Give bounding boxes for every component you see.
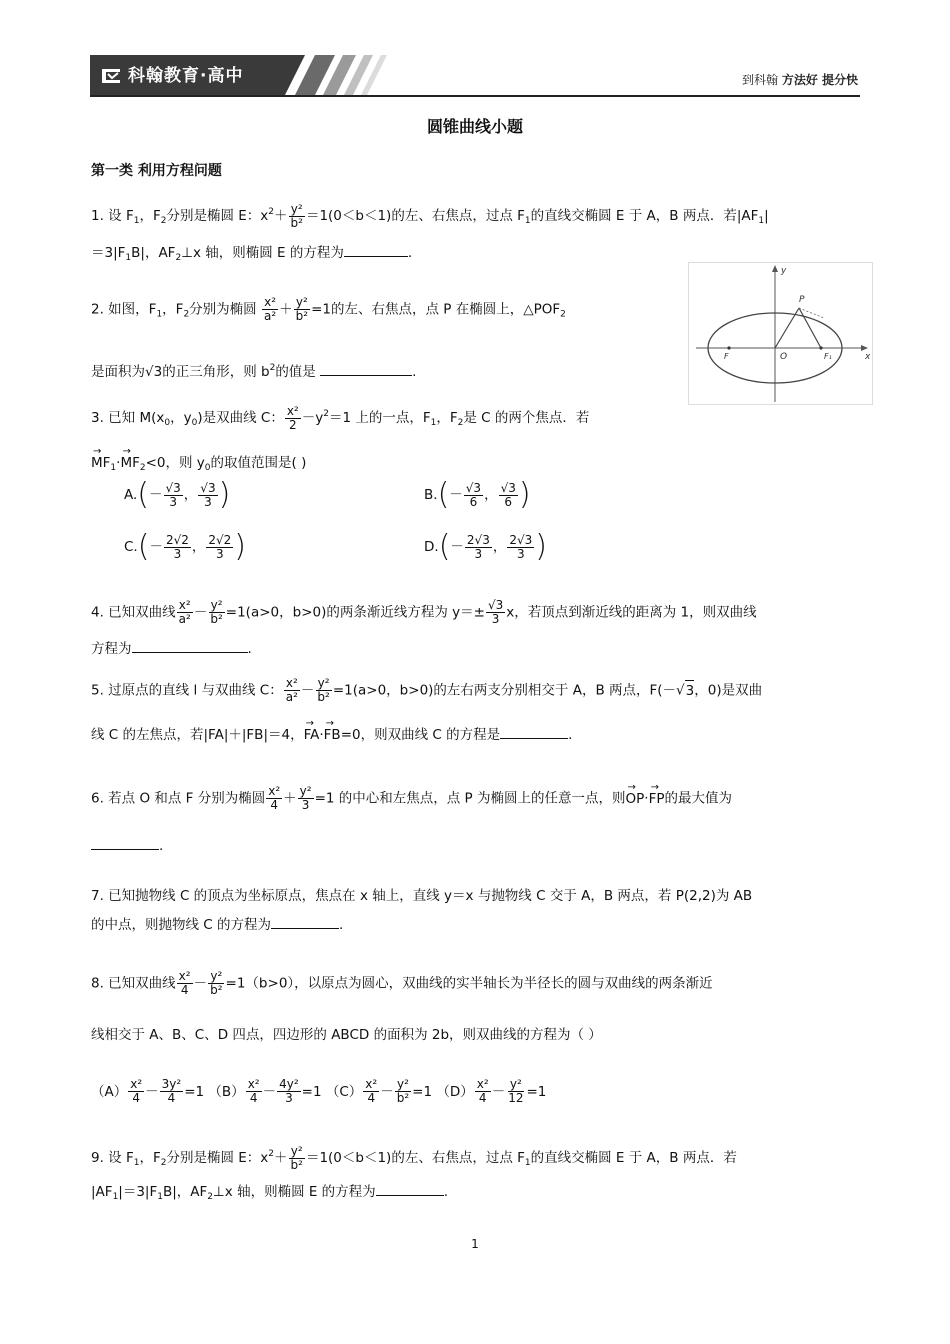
q3-option-b[interactable]: [424, 477, 531, 512]
q3-option-a[interactable]: [124, 477, 231, 512]
fraction: [486, 599, 505, 626]
sub: 1: [125, 253, 132, 263]
vector: → MF: [120, 453, 139, 473]
num: 2√2: [165, 532, 189, 547]
text: 的正三角形，则 b: [162, 364, 270, 380]
q7-line-2: [91, 914, 343, 935]
text: 1. 设 F: [91, 208, 134, 224]
text: －: [449, 487, 463, 503]
answer-blank[interactable]: [271, 914, 339, 929]
answer-blank[interactable]: [91, 835, 159, 850]
den: b²: [290, 1157, 303, 1172]
fraction: [499, 482, 518, 509]
num: x²: [178, 969, 191, 983]
num: y²: [210, 598, 223, 612]
text: =1: [301, 1083, 322, 1100]
den: 12: [508, 1091, 524, 1105]
section-heading: 第一类 利用方程问题: [91, 163, 222, 179]
text: －: [145, 1083, 159, 1100]
fig-label-f: F: [724, 352, 729, 361]
den: 4: [167, 1091, 176, 1105]
text: B|，AF: [162, 1184, 208, 1200]
q8-line-2: [91, 1025, 602, 1045]
den: 3: [301, 798, 310, 812]
q2-line-2: [91, 358, 416, 382]
answer-blank[interactable]: [500, 724, 568, 739]
text: 3. 已知 M(x: [91, 410, 165, 426]
fraction: [246, 1078, 262, 1105]
den: 4: [249, 1091, 258, 1105]
sup: 2: [268, 207, 275, 217]
text: 5. 过原点的直线 l 与双曲线 C：: [91, 682, 283, 699]
q1-line-1: [91, 202, 769, 231]
den: b²: [295, 309, 309, 323]
paren: ): [218, 477, 231, 512]
den: 3: [169, 494, 177, 509]
q8-option-b[interactable]: [208, 1077, 322, 1105]
num: √3: [487, 598, 504, 612]
fig-label-o: O: [780, 352, 788, 362]
num: √3: [500, 480, 516, 495]
text: .: [443, 1184, 448, 1200]
text: x，若顶点到渐近线的距离为 1，则双曲线: [506, 604, 757, 621]
text: 的直线交椭圆 E 于 A，B 两点．若|AF: [530, 208, 759, 224]
sup: 2: [323, 409, 329, 419]
text: －: [262, 1083, 277, 1100]
den: b²: [290, 215, 303, 230]
brand-text: 科翰教育·高中: [128, 66, 244, 86]
option-label: A.: [124, 487, 138, 503]
fraction: [266, 785, 282, 812]
page-number: 1: [471, 1237, 479, 1251]
answer-blank[interactable]: [132, 638, 248, 653]
vector: → OP: [626, 789, 645, 809]
text: |＝3|F: [118, 1184, 158, 1200]
text: ，F: [162, 301, 184, 318]
sub: 2: [183, 309, 190, 320]
q5-line-2: [91, 724, 572, 745]
sup: 2: [268, 1149, 275, 1159]
den: 4: [180, 983, 189, 997]
slogan-part-1: 到科翰: [741, 73, 778, 87]
num: √3: [165, 480, 181, 495]
paren: ): [518, 477, 531, 512]
text: =0，则双曲线 C 的方程是: [340, 727, 501, 743]
text: 线相交于 A、B、C、D 四点，四边形的 ABCD 的面积为 2b，则双曲线的方程为（ ）: [91, 1027, 602, 1043]
sub: 2: [139, 463, 146, 473]
text: －: [149, 539, 163, 555]
num: 2√3: [466, 532, 490, 547]
q8-line-1: [91, 970, 713, 997]
fraction: [289, 1145, 305, 1172]
fraction: [284, 677, 300, 704]
fraction: [315, 677, 331, 704]
option-label: B.: [424, 487, 438, 503]
text: =1: [311, 301, 331, 318]
text: 分别是椭圆 E：x: [166, 208, 269, 224]
fraction: [464, 482, 483, 509]
option-label: D.: [424, 539, 439, 555]
den: b²: [210, 612, 223, 626]
text: －: [380, 1083, 394, 1100]
fraction: [294, 296, 310, 323]
text: ·: [319, 727, 324, 743]
num: 3y²: [161, 1077, 182, 1091]
text: ，F: [436, 410, 458, 426]
den: b²: [210, 983, 223, 997]
brand-name: [100, 61, 243, 86]
fraction: [277, 1078, 301, 1105]
text: 是面积为: [91, 364, 145, 380]
paren: ): [535, 529, 547, 564]
answer-blank[interactable]: [320, 361, 412, 376]
text: 9. 设 F: [91, 1150, 134, 1166]
text: －: [491, 1083, 506, 1100]
q3-line-1: [91, 404, 589, 433]
text: 的最大值为: [664, 790, 732, 807]
fig-label-p: P: [799, 295, 805, 305]
text: ＋: [283, 790, 297, 807]
text: 是 C 的两个焦点．若: [463, 410, 590, 426]
text: )是双曲线 C：: [197, 410, 284, 426]
text: =1(a>0，b>0)的两条渐近线方程为 y＝±: [225, 604, 485, 621]
page-header: [90, 55, 860, 97]
text: －: [193, 604, 208, 621]
fraction: [164, 534, 191, 561]
text: ·: [644, 790, 649, 807]
text: 的取值范围是( ): [210, 455, 307, 471]
num: x²: [264, 295, 277, 309]
paren: (: [137, 529, 150, 564]
den: 3: [516, 546, 525, 561]
q3-option-d[interactable]: [424, 529, 547, 564]
text: 线 C 的左焦点，若|FA|＋|FB|＝4，: [91, 727, 304, 743]
text: =1: [412, 1083, 433, 1100]
q3-line-2: [91, 453, 306, 478]
text: －: [300, 682, 315, 699]
num: x²: [286, 403, 299, 418]
text: ，: [183, 487, 198, 503]
num: y²: [290, 1143, 303, 1158]
text: ＋: [274, 1150, 288, 1166]
fig-label-f1: F₁: [824, 352, 832, 361]
text: 7. 已知抛物线 C 的顶点为坐标原点，焦点在 x 轴上，直线 y＝x 与抛物线 C 交于 A，B 两点，若 P(2,2)为 AB: [91, 888, 753, 904]
text: ，: [492, 539, 507, 555]
q4-line-1: [91, 599, 757, 626]
q8-options: [91, 1078, 546, 1105]
num: y²: [210, 969, 223, 983]
text: =1: [526, 1083, 547, 1100]
den: 2: [288, 417, 297, 432]
q8-option-d[interactable]: [436, 1077, 547, 1105]
den: 4: [367, 1091, 376, 1105]
text: .: [339, 917, 344, 933]
text: .: [247, 641, 252, 657]
sup: 2: [269, 363, 276, 373]
text: 分别是椭圆 E：x: [166, 1150, 269, 1166]
text: 方程为: [91, 641, 132, 657]
text: ＝1(0＜b＜1)的左、右焦点，过点 F: [305, 1150, 525, 1166]
den: 3: [204, 494, 212, 509]
sub: 2: [160, 216, 167, 226]
sub: 1: [157, 1192, 163, 1202]
vector: → MF: [91, 453, 110, 473]
num: 2√3: [509, 532, 533, 547]
text: ⊥x 轴，则椭圆 E 的方程为: [181, 245, 344, 261]
fraction: [262, 296, 278, 323]
text: 的直线交椭圆 E 于 A，B 两点．若: [530, 1150, 737, 1166]
sub: 1: [524, 1158, 531, 1168]
option-label: （D）: [436, 1083, 474, 1100]
den: b²: [317, 690, 330, 704]
q5-line-1: [91, 677, 762, 704]
num: x²: [365, 1077, 378, 1091]
num: y²: [299, 784, 312, 798]
den: 3: [474, 546, 483, 561]
text: .: [568, 727, 573, 743]
text: ，F: [139, 208, 161, 224]
vector: → FP: [649, 789, 665, 809]
den: 4: [478, 1091, 487, 1105]
q6-line-1: [91, 785, 732, 812]
fraction: [177, 599, 193, 626]
text: √3: [145, 364, 163, 380]
den: a²: [263, 309, 277, 323]
q6-line-2: [91, 835, 163, 856]
num: y²: [509, 1077, 522, 1091]
sub: 1: [430, 418, 437, 428]
text: 8. 已知双曲线: [91, 975, 176, 992]
sub: 2: [175, 253, 182, 263]
den: 3: [491, 612, 500, 626]
text: ，y: [170, 410, 192, 426]
num: 2√2: [208, 532, 232, 547]
fraction: [208, 970, 224, 997]
fraction: [298, 785, 314, 812]
den: 6: [469, 494, 478, 509]
text: －: [149, 487, 163, 503]
brand-logo-icon: [100, 67, 122, 85]
sub: 0: [204, 463, 211, 473]
fraction: [164, 482, 183, 509]
num: y²: [290, 201, 303, 216]
num: y²: [295, 295, 308, 309]
vector: → FA: [304, 725, 320, 745]
fraction: [198, 482, 217, 509]
text: |AF: [91, 1184, 113, 1200]
num: x²: [268, 784, 281, 798]
sub: 1: [758, 216, 765, 226]
den: 3: [216, 546, 224, 561]
q3-option-c[interactable]: [124, 529, 246, 564]
text: ，0)是双曲: [694, 682, 763, 699]
paren: (: [137, 477, 150, 512]
text: =1 的中心和左焦点，点 P 为椭圆上的任意一点，则: [314, 790, 626, 807]
header-divider: [90, 95, 860, 97]
text: ＝1(0＜b＜1)的左、右焦点，过点 F: [305, 208, 525, 224]
fraction: [208, 599, 224, 626]
text: ·: [116, 455, 121, 471]
text: B|，AF: [131, 245, 176, 261]
fraction: [465, 534, 492, 561]
num: x²: [130, 1077, 143, 1091]
text: 2. 如图，F: [91, 301, 157, 318]
den: a²: [178, 612, 191, 626]
num: 4y²: [279, 1077, 299, 1091]
text: .: [407, 245, 413, 261]
text: 分别为椭圆: [189, 301, 257, 318]
q4-line-2: [91, 638, 252, 659]
sub: 2: [457, 418, 464, 428]
q9-line-2: [91, 1181, 448, 1207]
answer-blank[interactable]: [376, 1181, 444, 1196]
q8-option-c[interactable]: [325, 1077, 433, 1105]
sub: 1: [133, 1158, 140, 1168]
num: √3: [200, 480, 216, 495]
fraction: [395, 1078, 411, 1105]
num: x²: [178, 598, 191, 612]
fraction: [177, 970, 193, 997]
paren: ): [234, 529, 246, 564]
text: .: [412, 364, 417, 380]
fraction: [506, 1078, 525, 1105]
sub: 1: [524, 216, 531, 226]
text: 的中点，则抛物线 C 的方程为: [91, 917, 272, 933]
fraction: [475, 1078, 491, 1105]
text: ，F: [139, 1150, 161, 1166]
ellipse-figure: [688, 262, 873, 405]
sub: 1: [156, 309, 163, 320]
den: 6: [504, 494, 513, 509]
q8-option-a[interactable]: [91, 1077, 205, 1105]
sub: 2: [560, 309, 566, 320]
fig-label-y: y: [781, 266, 787, 276]
sub: 2: [160, 1158, 167, 1168]
text: 6. 若点 O 和点 F 分别为椭圆: [91, 790, 266, 807]
den: a²: [285, 690, 298, 704]
sub: 1: [133, 216, 140, 226]
text: ＝1 上的一点，F: [328, 410, 431, 426]
text: |: [764, 208, 769, 224]
text: <0，则 y: [145, 455, 205, 471]
text: 的左、右焦点，点 P 在椭圆上，△POF: [330, 301, 561, 318]
option-label: （A）: [91, 1083, 128, 1100]
num: y²: [317, 676, 330, 690]
text: －: [450, 539, 464, 555]
option-label: （B）: [208, 1083, 245, 1100]
q9-line-1: [91, 1144, 737, 1173]
text: ，: [191, 539, 206, 555]
sub: 0: [191, 418, 198, 428]
fraction: [206, 534, 233, 561]
fraction: [507, 534, 534, 561]
q2-line-1: [91, 296, 566, 325]
text: 4. 已知双曲线: [91, 604, 176, 621]
radicand: 3: [685, 680, 695, 701]
text: －: [193, 975, 208, 992]
num: x²: [285, 676, 298, 690]
text: ＝3|F: [91, 245, 126, 261]
text: =1（b>0），以原点为圆心，双曲线的实半轴长为半径长的圆与双曲线的两条渐近: [225, 975, 713, 992]
vector: → FB: [324, 725, 341, 745]
text: ，: [484, 487, 498, 503]
sub: 1: [110, 463, 117, 473]
header-slogan: [742, 71, 858, 88]
fraction: [128, 1078, 144, 1105]
page-title: 圆锥曲线小题: [426, 117, 523, 136]
answer-blank[interactable]: [344, 242, 408, 257]
text: =1: [184, 1083, 205, 1100]
num: y²: [396, 1077, 409, 1091]
q7-line-1: [91, 886, 752, 906]
den: b²: [396, 1091, 410, 1105]
fraction: [160, 1078, 184, 1105]
num: x²: [476, 1077, 489, 1091]
text: .: [159, 838, 164, 854]
text: √: [676, 682, 685, 699]
q1-line-2: [91, 242, 412, 268]
option-label: C.: [124, 539, 138, 555]
den: 4: [270, 798, 279, 812]
text: 的值是: [275, 364, 316, 380]
text: ＋: [274, 208, 288, 224]
sub: 1: [112, 1192, 119, 1202]
fraction: [285, 405, 301, 432]
text: ＋: [279, 301, 293, 318]
paren: (: [438, 529, 451, 564]
fraction: [363, 1078, 379, 1105]
slogan-part-2: 方法好 提分快: [781, 73, 858, 87]
option-label: （C）: [325, 1083, 363, 1100]
paren: (: [437, 477, 450, 512]
fig-label-x: x: [865, 352, 871, 362]
den: 4: [132, 1091, 141, 1105]
den: 3: [285, 1091, 293, 1105]
fraction: [289, 203, 305, 230]
num: √3: [465, 480, 482, 495]
text: －y: [301, 410, 324, 426]
num: x²: [247, 1077, 260, 1091]
text: =1(a>0，b>0)的左右两支分别相交于 A，B 两点，F(－: [332, 682, 677, 699]
text: ⊥x 轴，则椭圆 E 的方程为: [213, 1184, 376, 1200]
den: 3: [173, 546, 182, 561]
sub: 0: [164, 418, 171, 428]
sub: 2: [207, 1192, 214, 1202]
